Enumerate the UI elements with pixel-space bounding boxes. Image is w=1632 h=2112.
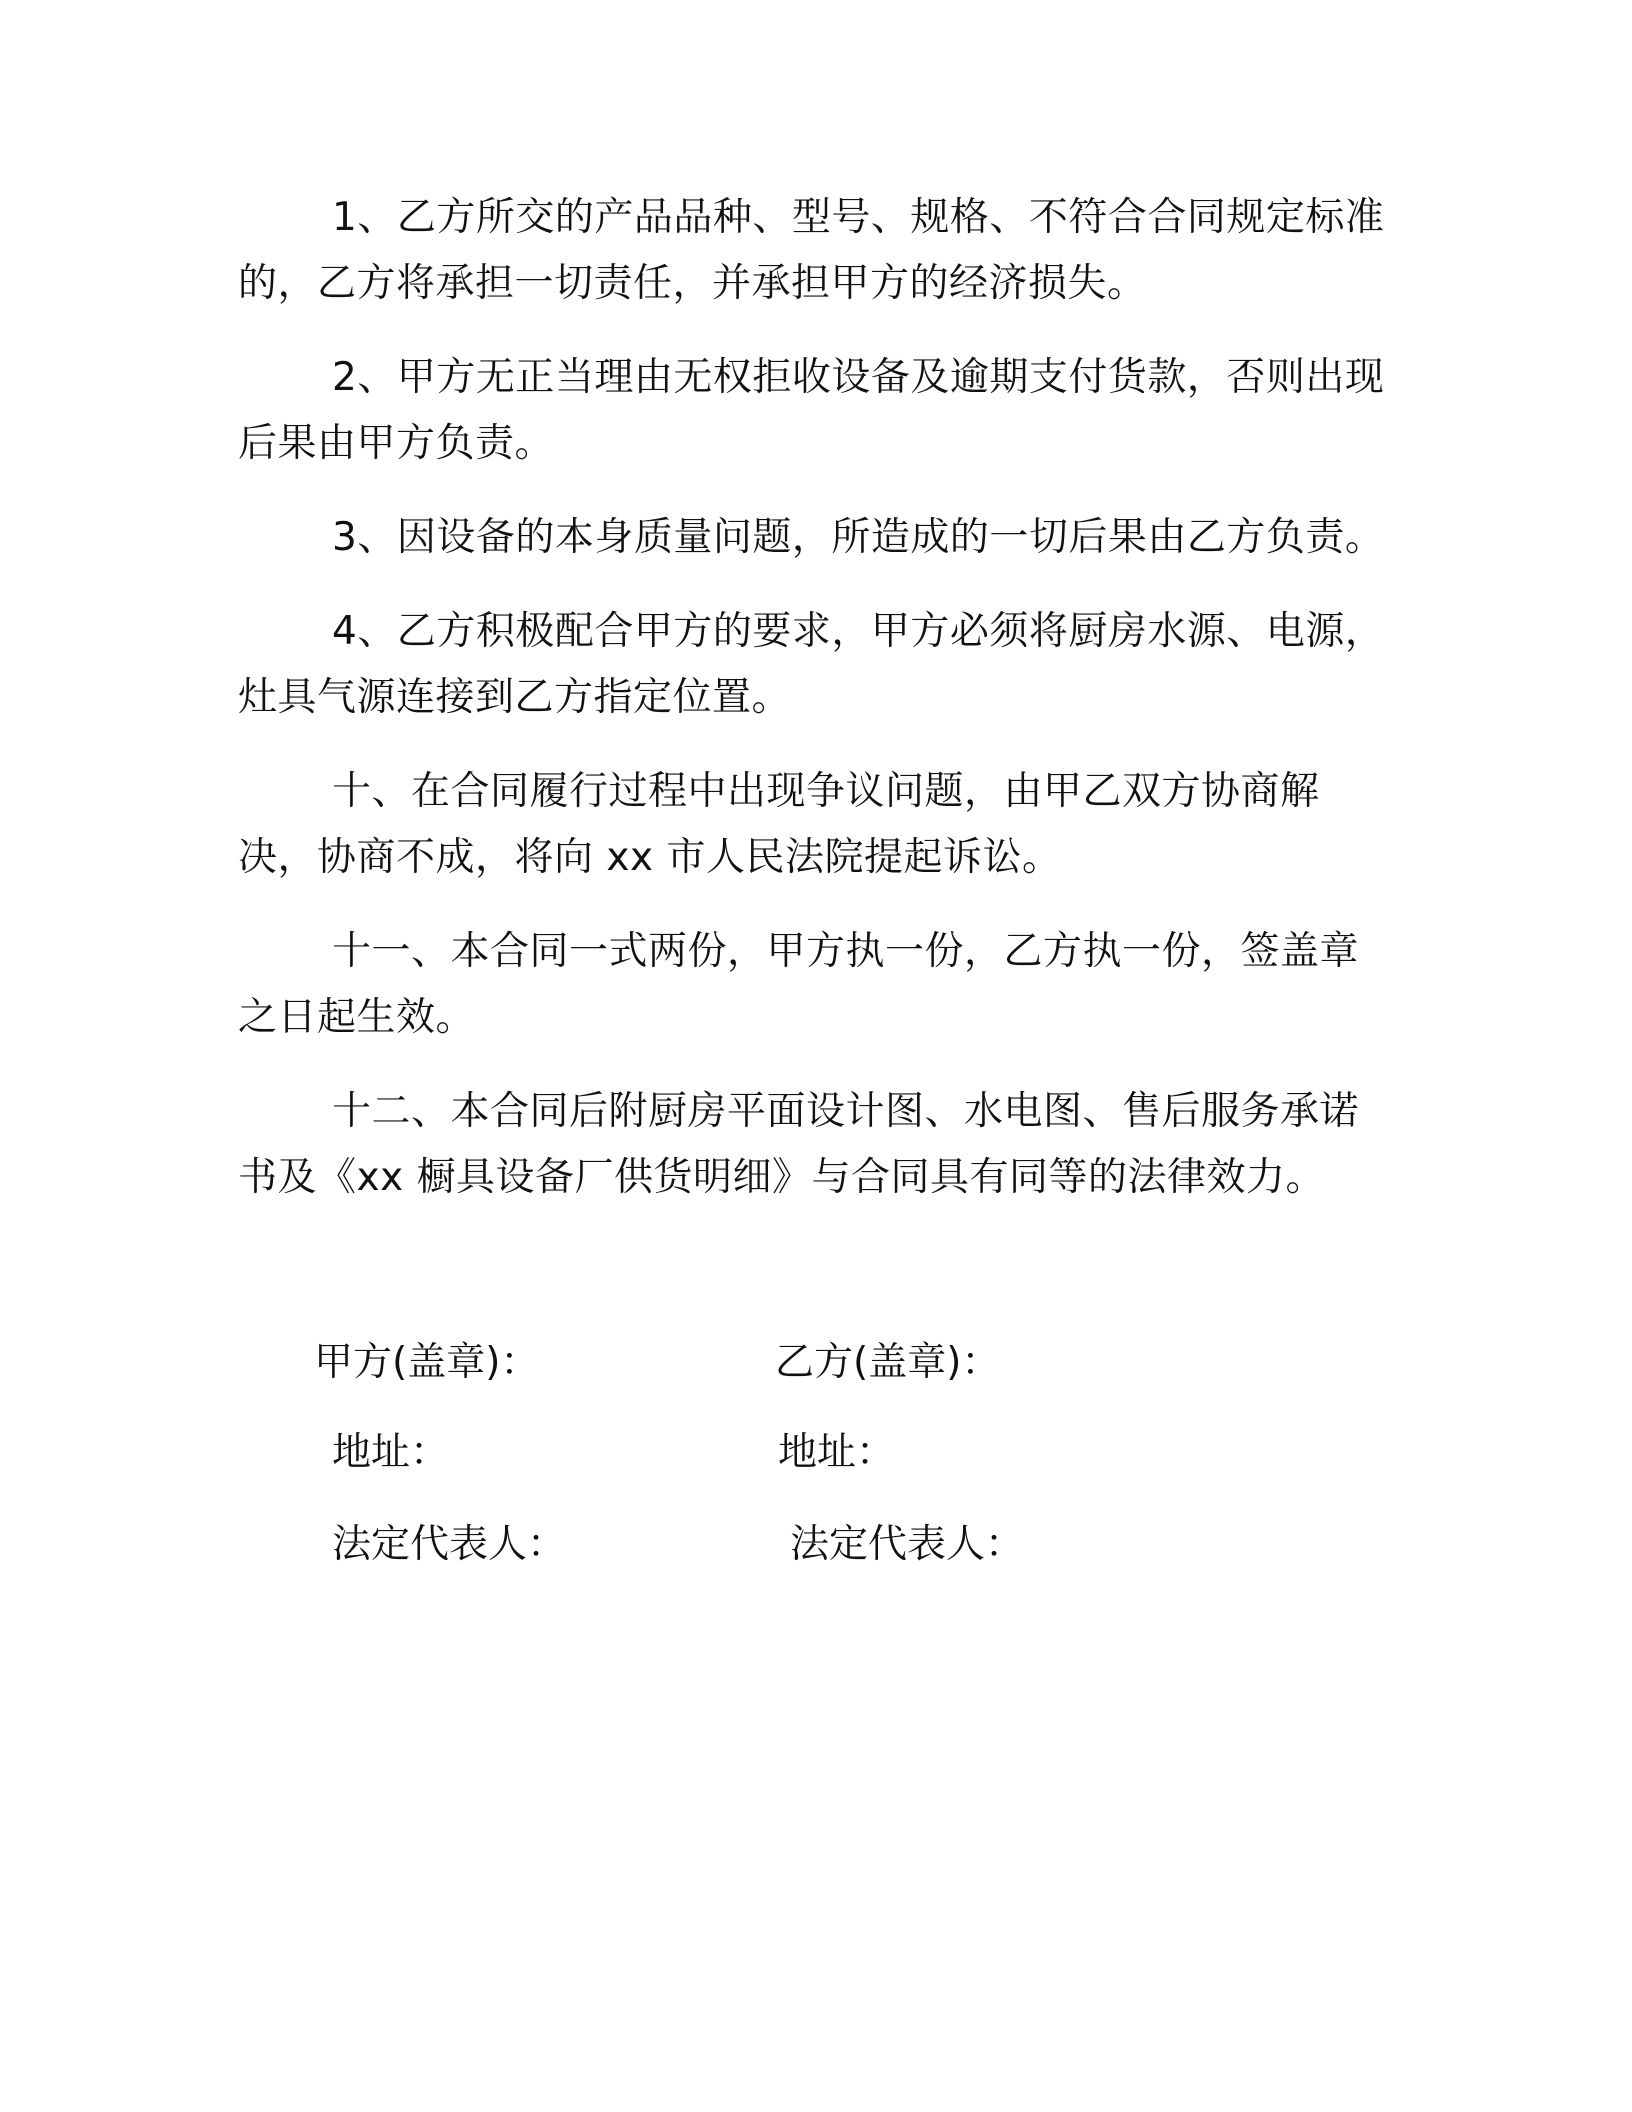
contract-clauses xyxy=(238,185,1388,1239)
clause-3: 3、因设备的本身质量问题，所造成的一切后果由乙方负责。 xyxy=(332,515,1385,560)
party-a-address-label: 地址： xyxy=(332,1430,450,1475)
party-b-address-label: 地址： xyxy=(778,1430,896,1475)
clause-11-copies: 十一、本合同一式两份，甲方执一份，乙方执一份，签盖章之日起生效。 xyxy=(238,929,1360,1040)
party-b-seal-label: 乙方(盖章)： xyxy=(775,1340,1001,1385)
party-a-representative-label: 法定代表人： xyxy=(332,1522,567,1567)
party-b-representative-label: 法定代表人： xyxy=(790,1522,1025,1567)
clause-4: 4、乙方积极配合甲方的要求，甲方必须将厨房水源、电源，灶具气源连接到乙方指定位置。 xyxy=(238,609,1385,720)
party-a-seal-label: 甲方(盖章)： xyxy=(314,1340,540,1385)
clause-12-attachments: 十二、本合同后附厨房平面设计图、水电图、售后服务承诺书及《xx 橱具设备厂供货明细》与合同具有同等的法律效力。 xyxy=(238,1089,1360,1200)
clause-2: 2、甲方无正当理由无权拒收设备及逾期支付货款，否则出现后果由甲方负责。 xyxy=(238,355,1385,466)
clause-1: 1、乙方所交的产品品种、型号、规格、不符合合同规定标准的，乙方将承担一切责任，并承担甲方的经济损失。 xyxy=(238,195,1385,306)
clause-10-dispute: 十、在合同履行过程中出现争议问题，由甲乙双方协商解决，协商不成，将向 xx 市人民法院提起诉讼。 xyxy=(238,769,1320,880)
